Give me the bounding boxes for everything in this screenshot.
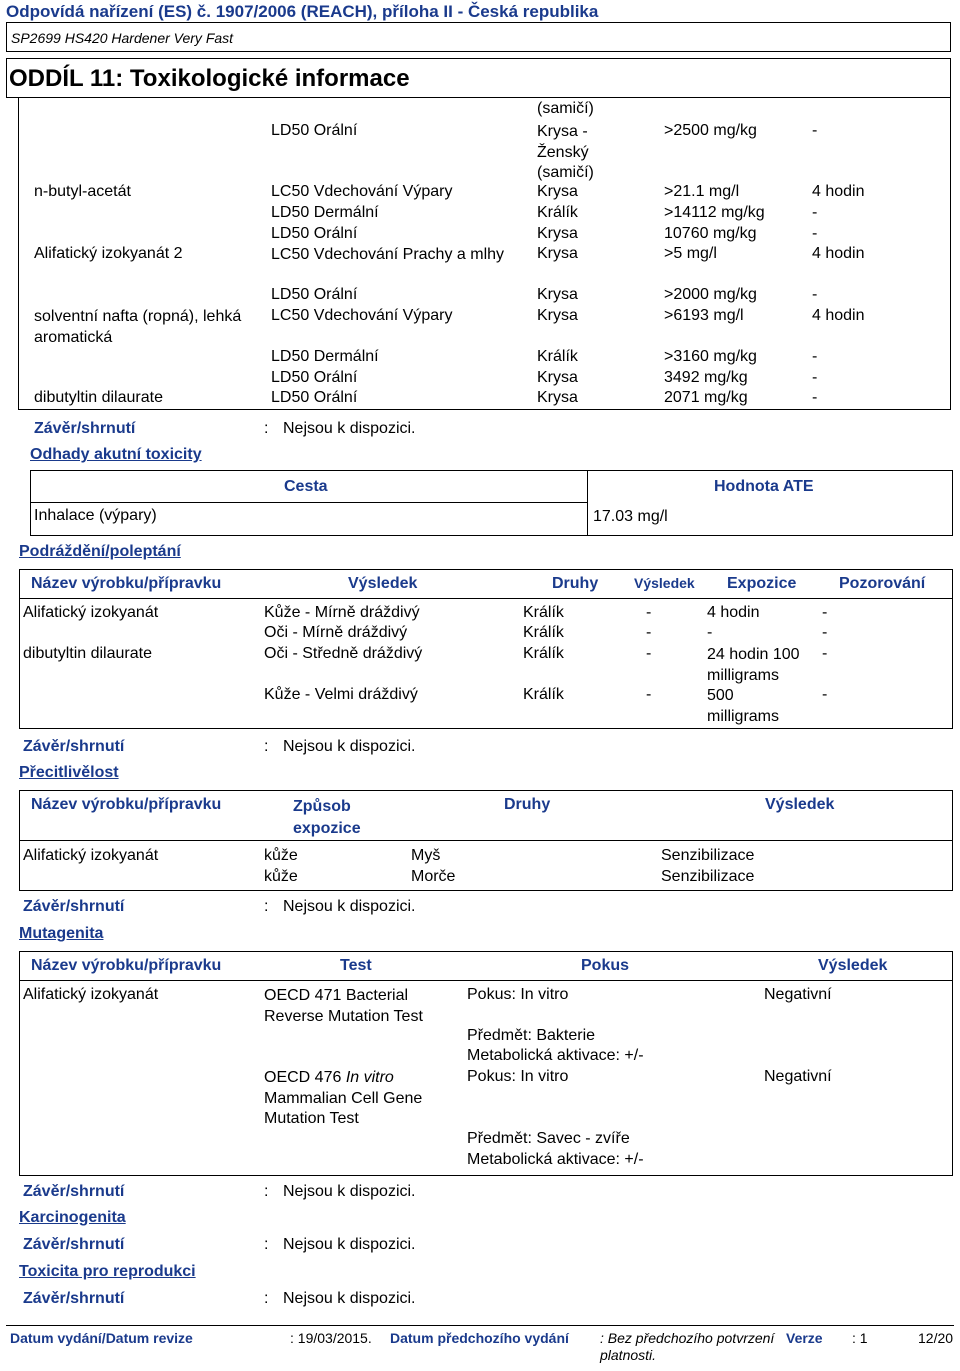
colon: : xyxy=(264,1183,269,1200)
ate-col-route: Cesta xyxy=(284,478,328,495)
species-cell: Krysa xyxy=(537,225,578,242)
colon: : xyxy=(264,420,269,437)
result-cell: Senzibilizace xyxy=(661,847,755,864)
experiment-cell: Předmět: Savec - zvíře xyxy=(467,1130,630,1147)
col-header: Pokus xyxy=(581,957,630,974)
issue-date-value: : 19/03/2015. xyxy=(290,1330,372,1346)
product-name-cell: Alifatický izokyanát 2 xyxy=(34,245,183,262)
col-header: Název výrobku/přípravku xyxy=(31,796,222,813)
mutagenicity-heading: Mutagenita xyxy=(19,925,104,942)
test-cell: LD50 Dermální xyxy=(271,204,379,221)
product-name: SP2699 HS420 Hardener Very Fast xyxy=(6,22,951,52)
col-header: Výsledek xyxy=(818,957,888,974)
conclusion-value: Nejsou k dispozici. xyxy=(283,738,416,755)
conclusion-label: Závěr/shrnutí xyxy=(23,1290,125,1307)
section-title: ODDÍL 11: Toxikologické informace xyxy=(9,65,410,92)
col-header: Druhy xyxy=(552,575,599,592)
reproductive-toxicity-heading: Toxicita pro reprodukci xyxy=(19,1263,196,1280)
result-cell: Negativní xyxy=(764,986,832,1003)
col-header: Druhy xyxy=(504,796,551,813)
conclusion-value: Nejsou k dispozici. xyxy=(283,1236,416,1253)
ate-header-line xyxy=(30,502,587,503)
value-cell: 3492 mg/kg xyxy=(664,369,748,386)
irritation-heading: Podráždění/poleptání xyxy=(19,543,181,560)
conclusion-label: Závěr/shrnutí xyxy=(34,420,136,437)
score-cell: - xyxy=(646,686,652,703)
test-cell: LD50 Orální xyxy=(271,286,358,303)
species-cell: Krysa xyxy=(537,183,578,200)
page-number: 12/20 xyxy=(918,1330,954,1346)
ate-table xyxy=(30,470,953,536)
exposure-cell: - xyxy=(812,348,818,365)
col-header: Název výrobku/přípravku xyxy=(31,957,222,974)
test-cell: LD50 Orální xyxy=(271,225,358,242)
test-cell: LD50 Orální xyxy=(271,389,358,406)
score-cell: - xyxy=(646,645,652,662)
exposure-cell: 4 hodin xyxy=(707,604,760,621)
sensitization-heading: Přecitlivělost xyxy=(19,764,119,781)
col-header: Způsob expozice xyxy=(293,798,361,837)
col-header: Výsledek xyxy=(634,575,695,591)
observation-cell: - xyxy=(822,686,828,703)
exposure-cell: 4 hodin xyxy=(812,307,865,324)
conclusion-value: Nejsou k dispozici. xyxy=(283,1290,416,1307)
exposure-cell: - xyxy=(707,624,713,641)
col-header: Název výrobku/přípravku xyxy=(31,575,222,592)
conclusion-label: Závěr/shrnutí xyxy=(23,1236,125,1253)
colon: : xyxy=(264,1290,269,1307)
section-box xyxy=(6,58,951,98)
experiment-cell: Metabolická aktivace: +/- xyxy=(467,1151,644,1168)
test-cell: LC50 Vdechování Výpary xyxy=(271,307,453,324)
col-header: Výsledek xyxy=(765,796,835,813)
observation-cell: - xyxy=(822,645,828,662)
score-cell: - xyxy=(646,624,652,641)
value-cell: 2071 mg/kg xyxy=(664,389,748,406)
test-cell: LD50 Orální xyxy=(271,369,358,386)
test-cell: LD50 Orální xyxy=(271,122,358,139)
result-cell: Kůže - Mírně dráždivý xyxy=(264,604,420,621)
col-header: Pozorování xyxy=(839,575,926,592)
product-name-cell: Alifatický izokyanát xyxy=(23,986,159,1003)
version-value: : 1 xyxy=(852,1330,868,1346)
score-cell: - xyxy=(646,604,652,621)
route-cell: kůže xyxy=(264,868,298,885)
conclusion-label: Závěr/shrnutí xyxy=(23,1183,125,1200)
species-cell: Krysa xyxy=(537,389,578,406)
species-cell: Králík xyxy=(523,604,564,621)
experiment-cell: Pokus: In vitro xyxy=(467,986,569,1003)
observation-cell: - xyxy=(822,604,828,621)
species-cell: Krysa xyxy=(537,245,578,262)
version-label: Verze xyxy=(786,1330,823,1346)
result-cell: Oči - Středně dráždivý xyxy=(264,645,423,662)
colon: : xyxy=(264,898,269,915)
value-cell: >2500 mg/kg xyxy=(664,122,757,139)
test-name: Mammalian Cell Gene Mutation Test xyxy=(264,1089,423,1127)
product-name-cell: solventní nafta (ropná), lehká aromatická xyxy=(34,308,242,346)
species-cell: Krysa xyxy=(537,286,578,303)
exposure-cell: 500 milligrams xyxy=(707,687,779,725)
ate-route: Inhalace (výpary) xyxy=(34,507,157,524)
experiment-cell: Předmět: Bakterie xyxy=(467,1027,596,1044)
conclusion-label: Závěr/shrnutí xyxy=(23,738,125,755)
conclusion-value: Nejsou k dispozici. xyxy=(283,898,416,915)
species-cell: Myš xyxy=(411,847,441,864)
species-cell: Králík xyxy=(523,645,564,662)
result-cell: Kůže - Velmi dráždivý xyxy=(264,686,418,703)
value-cell: >3160 mg/kg xyxy=(664,348,757,365)
species-cell: Králík xyxy=(523,624,564,641)
issue-date-label: Datum vydání/Datum revize xyxy=(10,1330,193,1346)
ate-divider xyxy=(587,470,588,536)
carcinogenicity-heading: Karcinogenita xyxy=(19,1209,126,1226)
observation-cell: - xyxy=(822,624,828,641)
result-cell: Negativní xyxy=(764,1068,832,1085)
colon: : xyxy=(264,1236,269,1253)
product-name-cell: dibutyltin dilaurate xyxy=(23,645,152,662)
value-cell: 10760 mg/kg xyxy=(664,225,757,242)
test-cell: OECD 471 Bacterial Reverse Mutation Test xyxy=(264,987,423,1025)
ate-col-value: Hodnota ATE xyxy=(714,478,814,495)
exposure-cell: 4 hodin xyxy=(812,183,865,200)
test-name: OECD 476 xyxy=(264,1069,346,1086)
regulation-header: Odpovídá nařízení (ES) č. 1907/2006 (REACH), příloha II - Česká republika xyxy=(6,2,599,21)
species-cell: Králík xyxy=(537,204,578,221)
test-cell xyxy=(264,1068,464,1130)
footer-line xyxy=(6,1325,954,1326)
colon: : xyxy=(264,738,269,755)
experiment-cell: Metabolická aktivace: +/- xyxy=(467,1047,644,1064)
exposure-cell: - xyxy=(812,204,818,221)
value-cell: >6193 mg/l xyxy=(664,307,744,324)
sensitization-table xyxy=(19,841,953,891)
test-name-italic: In vitro xyxy=(345,1069,394,1086)
species-cell: Králík xyxy=(537,348,578,365)
experiment-cell: Pokus: In vitro xyxy=(467,1068,569,1085)
product-name-cell: n-butyl-acetát xyxy=(34,183,131,200)
conclusion-label: Závěr/shrnutí xyxy=(23,898,125,915)
col-header: Výsledek xyxy=(348,575,418,592)
exposure-cell: - xyxy=(812,225,818,242)
species-cell: (samičí) xyxy=(537,100,594,117)
exposure-cell: 24 hodin 100 milligrams xyxy=(707,646,800,684)
species-cell: Králík xyxy=(523,686,564,703)
conclusion-value: Nejsou k dispozici. xyxy=(283,1183,416,1200)
product-name-cell: Alifatický izokyanát xyxy=(23,604,159,621)
test-cell: LC50 Vdechování Výpary xyxy=(271,183,453,200)
previous-issue-value: : Bez předchozího potvrzení platnosti. xyxy=(600,1330,775,1363)
conclusion-value: Nejsou k dispozici. xyxy=(283,420,416,437)
result-cell: Oči - Mírně dráždivý xyxy=(264,624,408,641)
ate-heading: Odhady akutní toxicity xyxy=(30,446,202,463)
col-header: Expozice xyxy=(727,575,797,592)
exposure-cell: 4 hodin xyxy=(812,245,865,262)
ate-value: 17.03 mg/l xyxy=(593,508,668,525)
value-cell: >14112 mg/kg xyxy=(664,204,765,221)
value-cell: >5 mg/l xyxy=(664,245,717,262)
exposure-cell: - xyxy=(812,389,818,406)
species-cell: Krysa xyxy=(537,369,578,386)
previous-issue-label: Datum předchozího vydání xyxy=(390,1330,569,1346)
species-cell: Krysa - Ženský (samičí) xyxy=(537,123,594,181)
species-cell: Krysa xyxy=(537,307,578,324)
test-cell: LC50 Vdechování Prachy a mlhy xyxy=(271,246,505,263)
value-cell: >2000 mg/kg xyxy=(664,286,757,303)
exposure-cell: - xyxy=(812,286,818,303)
col-header: Test xyxy=(340,957,372,974)
species-cell: Morče xyxy=(411,868,456,885)
value-cell: >21.1 mg/l xyxy=(664,183,740,200)
exposure-cell: - xyxy=(812,369,818,386)
exposure-cell: - xyxy=(812,122,818,139)
result-cell: Senzibilizace xyxy=(661,868,755,885)
product-name-cell: dibutyltin dilaurate xyxy=(34,389,163,406)
test-cell: LD50 Dermální xyxy=(271,348,379,365)
product-name-cell: Alifatický izokyanát xyxy=(23,847,159,864)
route-cell: kůže xyxy=(264,847,298,864)
